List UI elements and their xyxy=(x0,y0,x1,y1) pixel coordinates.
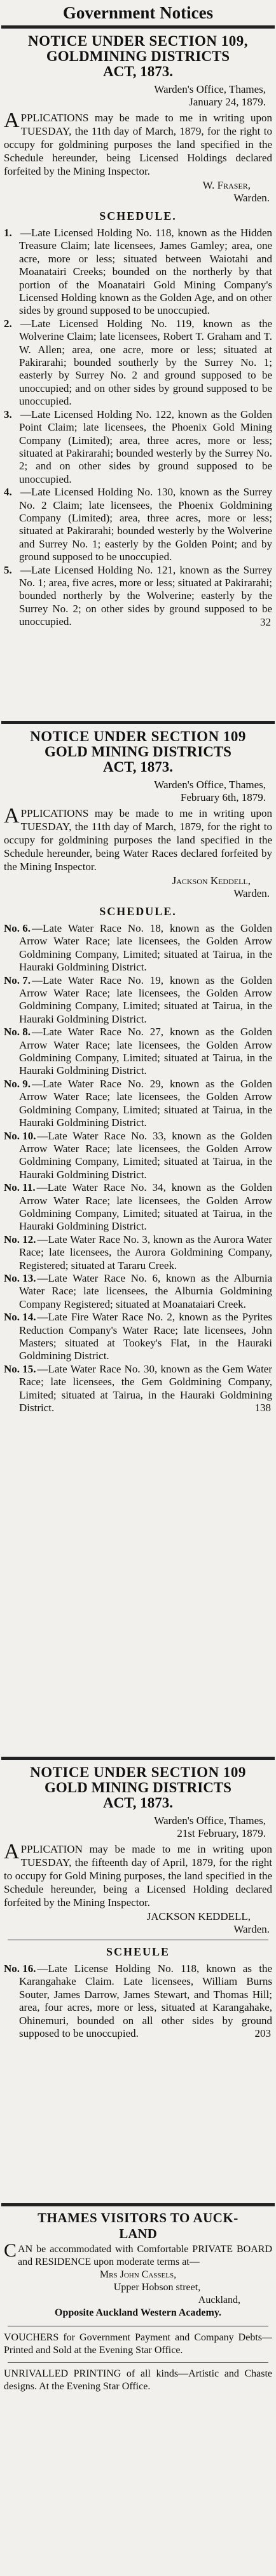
entry-text: —Late Water Race No. 6, known as the Alburnia Water Race; late licensees, the Alburnia Goldmining Company Registered; situated at Moanataiari Creek. xyxy=(19,1271,272,1310)
entry-text: —Late Water Race No. 34, known as the Golden Arrow Water Race; late licensees, the Golden Arrow Goldmining Company, Limited; situated at Tairua, in the Hauraki Goldmining District. xyxy=(19,1181,272,1233)
notice-2-office xyxy=(4,779,272,804)
notice-1-entry xyxy=(4,227,272,318)
notice-1-signer-title: Warden. xyxy=(233,192,270,204)
notice-3-office xyxy=(4,1815,272,1840)
entry-number: No. 13. xyxy=(4,1271,36,1284)
ad-visitors-body xyxy=(4,2240,272,2269)
notice-2-entry xyxy=(4,1272,272,1311)
entry-text: —Late Licensed Holding No. 130, known as the Surrey No. 2 Claim; late licensees, the Phoenix Goldmining Company (Limited); area, three acres, more or less; situated at Pakirarahi; bounded westerly by the Wolverine and Surrey No. 1; easterly by the Golden Point; and by ground supposed to be unoccupied. xyxy=(19,486,272,563)
entry-text: —Late Licensed Holding No. 122, known as the Golden Point Claim; late licensees, the Phoenix Gold Mining Company (Limited); area, three acres, more or less; situated at Pakirarahi; bounded westerly by the Surrey No. 2; and on other sides by ground supposed to be unoccupied. xyxy=(19,408,272,485)
notice-1-intro xyxy=(4,111,272,178)
notice-2-entry xyxy=(4,922,272,974)
notice-1-office-date: January 24, 1879. xyxy=(189,96,266,108)
notice-3-signer xyxy=(4,1910,272,1936)
ad-visitors-street: Upper Hobson street, xyxy=(113,2282,201,2293)
ad-divider xyxy=(8,2362,268,2363)
notice-3-title-line1: NOTICE UNDER SECTION 109 xyxy=(30,1764,246,1780)
notice-3-dropcap: A xyxy=(4,1840,20,1863)
notice-2-office-date: February 6th, 1879. xyxy=(180,791,266,803)
entry-number: No. 9. xyxy=(4,1077,31,1090)
notice-1-office-line1: Warden's Office, Thames, xyxy=(154,83,266,95)
notice-2-entry xyxy=(4,974,272,1026)
notice-1-entry xyxy=(4,408,272,486)
ad-visitors-title-line1: THAMES VISITORS TO AUCK- xyxy=(38,2210,238,2225)
ad-printing: UNRIVALLED PRINTING of all kinds—Artistic and Chaste designs. At the Evening Star Office. xyxy=(4,2368,272,2392)
notice-3-office-line1: Warden's Office, Thames, xyxy=(154,1815,266,1827)
notice-1-title-line1: NOTICE UNDER SECTION 109, xyxy=(27,33,249,49)
notice-2-title-line2: GOLD MINING DISTRICTS xyxy=(45,744,231,760)
notice-1-ref-number: 32 xyxy=(260,615,271,628)
entry-text: —Late License Holding No. 118, known as the Karangahake Claim. Late licensees, William Burns Souter, James Darrow, James Stewart, and Thomas Hill; area, four acres, more or less, situated at Karangahake, Ohinemuri, bounded on all other sides by ground supposed to be unoccupied. xyxy=(19,1962,272,2040)
notice-2 xyxy=(0,729,276,1757)
notice-divider xyxy=(1,721,275,724)
ad-visitors-opposite: Opposite Auckland Western Academy. xyxy=(55,2307,221,2318)
entry-text: —Late Water Race No. 3, known as the Aurora Water Race; late licensees, the Aurora Goldmining Company, Registered; situated at Tararu Creek. xyxy=(19,1233,272,1271)
notice-2-title-line1: NOTICE UNDER SECTION 109 xyxy=(30,728,246,744)
entry-number: 1. xyxy=(4,227,12,239)
ad-vouchers: VOUCHERS for Government Payment and Company Debts—Printed and Sold at the Evening Star Office. xyxy=(4,2332,272,2356)
notice-3-signer-name: JACKSON KEDDELL, xyxy=(146,1910,251,1922)
notice-2-entry xyxy=(4,1311,272,1363)
notice-3-title-line3: ACT, 1873. xyxy=(102,1795,174,1811)
entry-number: 4. xyxy=(4,486,12,499)
notice-3-intro-text: PPLICATION may be made to me in writing upon TUESDAY, the fifteenth day of April, 1879, for the right to occupy for Gold Mining purposes, the land specified in the Schedule hereunder, being a Licensed Holding declared forfeited by the Mining Inspector. xyxy=(4,1843,272,1909)
notice-2-schedule-heading: SCHEDULE. xyxy=(99,905,177,918)
notice-1-intro-text: PPLICATIONS may be made to me in writing upon TUESDAY, the 11th day of March, 1879, for the right to occupy for goldmining purposes the land specified in the Schedule hereunder, being Licensed Holdings declared forfeited by the Mining Inspector. xyxy=(4,112,272,177)
notice-2-entry xyxy=(4,1181,272,1233)
ad-visitors xyxy=(0,2210,276,2446)
entry-number: 3. xyxy=(4,408,12,420)
notice-2-ref-number: 138 xyxy=(254,1402,271,1414)
entry-text: —Late Water Race No. 30, known as the Gem Water Race; late licensees, the Gem Goldmining Company, Limited; situated at Tairua, in the Hauraki Goldmining District. xyxy=(19,1362,272,1414)
notice-3-ref-number: 203 xyxy=(254,2027,271,2040)
notice-3 xyxy=(0,1765,276,2203)
ad-visitors-city: Auckland, xyxy=(198,2295,240,2305)
entry-number: No. 16. xyxy=(4,1962,36,1975)
notice-1-office xyxy=(4,83,272,109)
notice-1 xyxy=(0,34,276,721)
notice-2-entry xyxy=(4,1078,272,1130)
notice-1-title-line3: ACT, 1873. xyxy=(102,64,174,79)
ad-visitors-title-line2: LAND xyxy=(119,2226,157,2241)
entry-text: —Late Licensed Holding No. 121, known as the Surrey No. 1; area, five acres, more or less; situated at Pakirarahi; bounded northerly by the Wolverine; easterly by the Surrey No. 2; on other sides by ground supposed to be unoccupied. xyxy=(19,563,272,628)
entry-number: 5. xyxy=(4,563,12,576)
notice-2-entry xyxy=(4,1130,272,1182)
notice-3-office-date: 21st February, 1879. xyxy=(177,1827,266,1839)
notice-2-entry xyxy=(4,1026,272,1078)
notice-2-intro-text: PPLICATIONS may be made to me in writing upon TUESDAY, the 11th day of March, 1879, for the right to occupy for goldmining purposes the land specified in the Schedule hereunder, being Water Races declared forfeited by the Mining Inspector. xyxy=(4,807,272,873)
entry-number: No. 15. xyxy=(4,1362,36,1375)
notice-1-signer-name: W. Fraser, xyxy=(202,179,251,191)
entry-number: No. 7. xyxy=(4,974,31,986)
notice-2-signer xyxy=(4,875,272,900)
entry-number: No. 11. xyxy=(4,1181,36,1194)
notice-3-schedule-heading: SCHEULE xyxy=(106,1945,170,1958)
entry-text: —Late Water Race No. 19, known as the Golden Arrow Water Race; late licensees, the Golden Arrow Goldmining Company, Limited; situated at Tairua, in the Hauraki Goldmining District. xyxy=(19,974,272,1025)
notice-1-signer xyxy=(4,179,272,205)
entry-number: No. 8. xyxy=(4,1026,31,1038)
notice-2-intro xyxy=(4,804,272,873)
ad-visitors-dropcap: C xyxy=(4,2240,17,2261)
notice-1-entry xyxy=(4,486,272,563)
notice-2-dropcap: A xyxy=(4,804,20,828)
notice-1-title-line2: GOLDMINING DISTRICTS xyxy=(46,48,230,64)
heading-rule xyxy=(1,25,275,29)
notice-2-entry xyxy=(4,1233,272,1272)
notice-1-dropcap: A xyxy=(4,109,20,132)
ad-visitors-name: Mrs John Cassels, xyxy=(99,2269,177,2280)
entry-text: —Late Water Race No. 29, known as the Golden Arrow Water Race; late licensees, the Golden Arrow Goldmining Company, Limited; situated at Tairua, in the Hauraki Goldmining District. xyxy=(19,1077,272,1129)
entry-text: —Late Water Race No. 27, known as the Golden Arrow Water Race; late licensees, the Golden Arrow Goldmining Company, Limited; situated at Tairua, in the Hauraki Goldmining District. xyxy=(19,1026,272,1077)
notice-1-schedule-heading: SCHEDULE. xyxy=(99,210,177,222)
entry-text: —Late Water Race No. 18, known as the Golden Arrow Water Race; late licensees, the Golden Arrow Goldmining Company, Limited; situated at Tairua, in the Hauraki Goldmining District. xyxy=(19,922,272,974)
entry-text: —Late Licensed Holding No. 118, known as the Hidden Treasure Claim; late licensees, James Gamley; area, one acre, more or less; situated between Waiotahi and Moanatairi Creeks; bounded on the northerly by that portion of the Moanatairi Gold Mining Company's Licensed Holding known as the Golden Age, and on other sides by ground supposed to be unoccupied. xyxy=(19,227,272,317)
entry-number: No. 6. xyxy=(4,922,31,934)
notice-2-signer-title: Warden. xyxy=(233,887,270,899)
ad-visitors-body-text: AN be accommodated with Comfortable PRIVATE BOARD and RESIDENCE upon moderate terms at— xyxy=(18,2244,272,2267)
notice-divider xyxy=(1,1757,275,1760)
notice-2-signer-name: Jackson Keddell, xyxy=(172,875,251,887)
notice-3-signer-title: Warden. xyxy=(233,1923,270,1935)
entry-text: —Late Water Race No. 33, known as the Golden Arrow Water Race; late licensees, the Golden Arrow Goldmining Company, Limited; situated at Tairua, in the Hauraki Goldmining District. xyxy=(19,1129,272,1181)
notice-3-intro xyxy=(4,1842,272,1909)
notice-1-entry xyxy=(4,318,272,408)
entry-number: No. 12. xyxy=(4,1233,36,1245)
notice-2-office-line1: Warden's Office, Thames, xyxy=(154,779,266,791)
entry-text: —Late Fire Water Race No. 2, known as the Pyrites Reduction Company's Water Race; late licensees, John Masters; situated at Tookey's Flat, in the Hauraki Goldmining District. xyxy=(19,1311,272,1362)
entry-number: No. 10. xyxy=(4,1129,36,1142)
notice-2-title-line3: ACT, 1873. xyxy=(102,759,174,775)
entry-number: 2. xyxy=(4,317,12,330)
notice-divider xyxy=(1,2203,275,2206)
section-heading: Government Notices xyxy=(62,3,214,22)
notice-3-title-line2: GOLD MINING DISTRICTS xyxy=(45,1780,231,1795)
entry-number: No. 14. xyxy=(4,1311,36,1324)
entry-text: —Late Licensed Holding No. 119, known as the Wolverine Claim; late licensees, Robert T. Graham and T. W. Allen; area, one acre, more or less; situated at Pakirarahi; bounded southerly by the Surrey No. 1; easterly by Surrey No. 2 and ground supposed to be unoccupied; and on other sides by ground supposed to be unoccupied. xyxy=(19,317,272,408)
